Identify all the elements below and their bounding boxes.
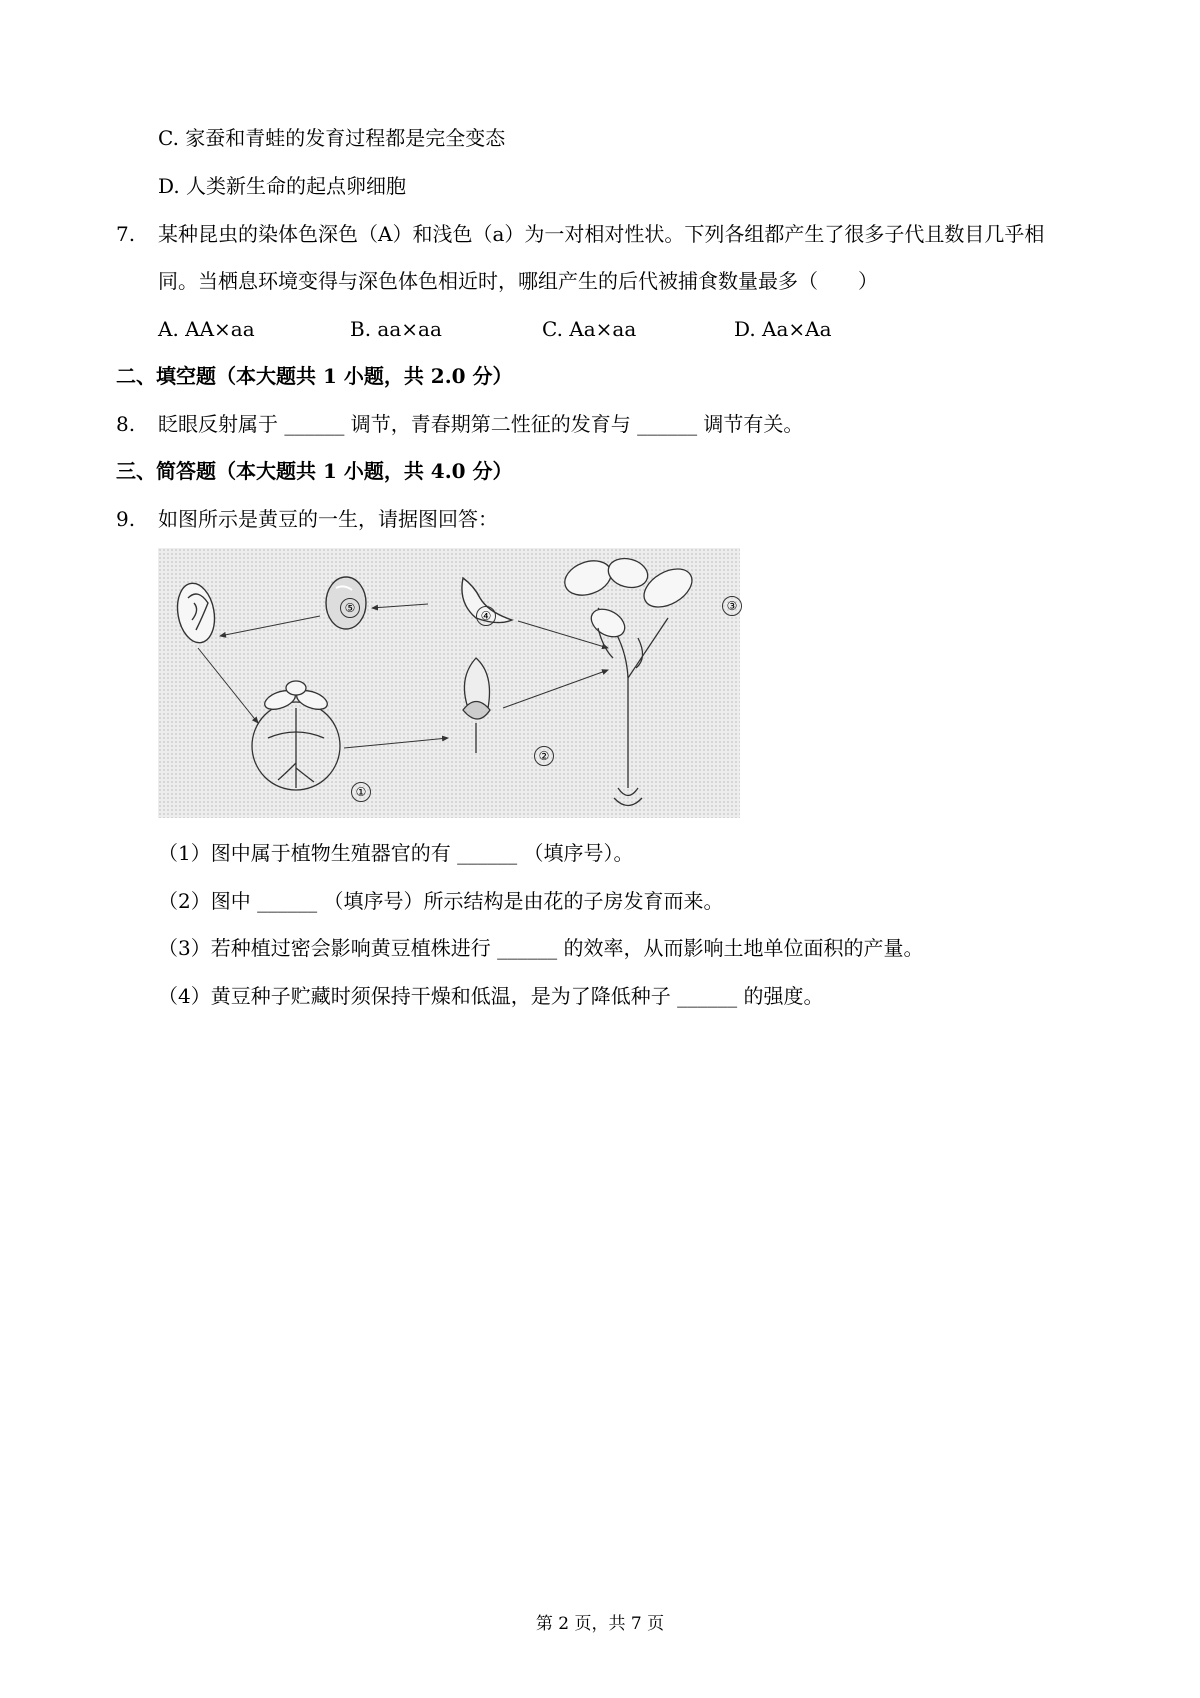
section-fill-blank-title: 二、填空题（本大题共 1 小题，共 2.0 分） [116, 364, 513, 388]
germinating-seed-illustration [173, 580, 219, 645]
figure-label-2: ② [534, 746, 554, 766]
soybean-life-cycle-figure [158, 548, 740, 818]
seedling-illustration [252, 681, 340, 790]
q7-stem-line2: 同。当栖息环境变得与深色体色相近时，哪组产生的后代被捕食数量最多（ ） [158, 269, 878, 293]
q7-option-a: A. AA×aa [158, 317, 255, 341]
q9-stem: 如图所示是黄豆的一生，请据图回答： [158, 507, 498, 531]
figure-label-4: ④ [476, 606, 496, 626]
figure-label-3: ③ [722, 596, 742, 616]
soybean-life-cycle-drawing [158, 548, 740, 818]
q8-text: 眨眼反射属于 ______ 调节，青春期第二性征的发育与 ______ 调节有关。 [158, 412, 804, 436]
q7-number: 7. [116, 222, 136, 246]
figure-label-5: ⑤ [340, 598, 360, 618]
q7-option-d: D. Aa×Aa [734, 317, 832, 341]
q9-number: 9. [116, 507, 136, 531]
figure-label-1: ① [351, 782, 371, 802]
section-short-answer-title: 三、简答题（本大题共 1 小题，共 4.0 分） [116, 459, 513, 483]
q7-option-b: B. aa×aa [350, 317, 442, 341]
q9-subquestion-1: （1）图中属于植物生殖器官的有 ______ （填序号）。 [158, 841, 634, 865]
q8-number: 8. [116, 412, 136, 436]
q9-subquestion-4: （4）黄豆种子贮藏时须保持干燥和低温，是为了降低种子 ______ 的强度。 [158, 984, 824, 1008]
q9-subquestion-3: （3）若种植过密会影响黄豆植株进行 ______ 的效率，从而影响土地单位面积的产量。 [158, 936, 924, 960]
q9-subquestion-2: （2）图中 ______ （填序号）所示结构是由花的子房发育而来。 [158, 889, 724, 913]
q7-option-c: C. Aa×aa [542, 317, 637, 341]
q6-option-d: D. 人类新生命的起点卵细胞 [158, 174, 407, 198]
q6-option-c: C. 家蚕和青蛙的发育过程都是完全变态 [158, 126, 506, 150]
q7-stem-line1: 某种昆虫的染体色深色（A）和浅色（a）为一对相对性状。下列各组都产生了很多子代且数目几乎相 [158, 222, 1045, 246]
flower-illustration [463, 658, 490, 753]
page-footer: 第 2 页，共 7 页 [535, 1614, 665, 1634]
